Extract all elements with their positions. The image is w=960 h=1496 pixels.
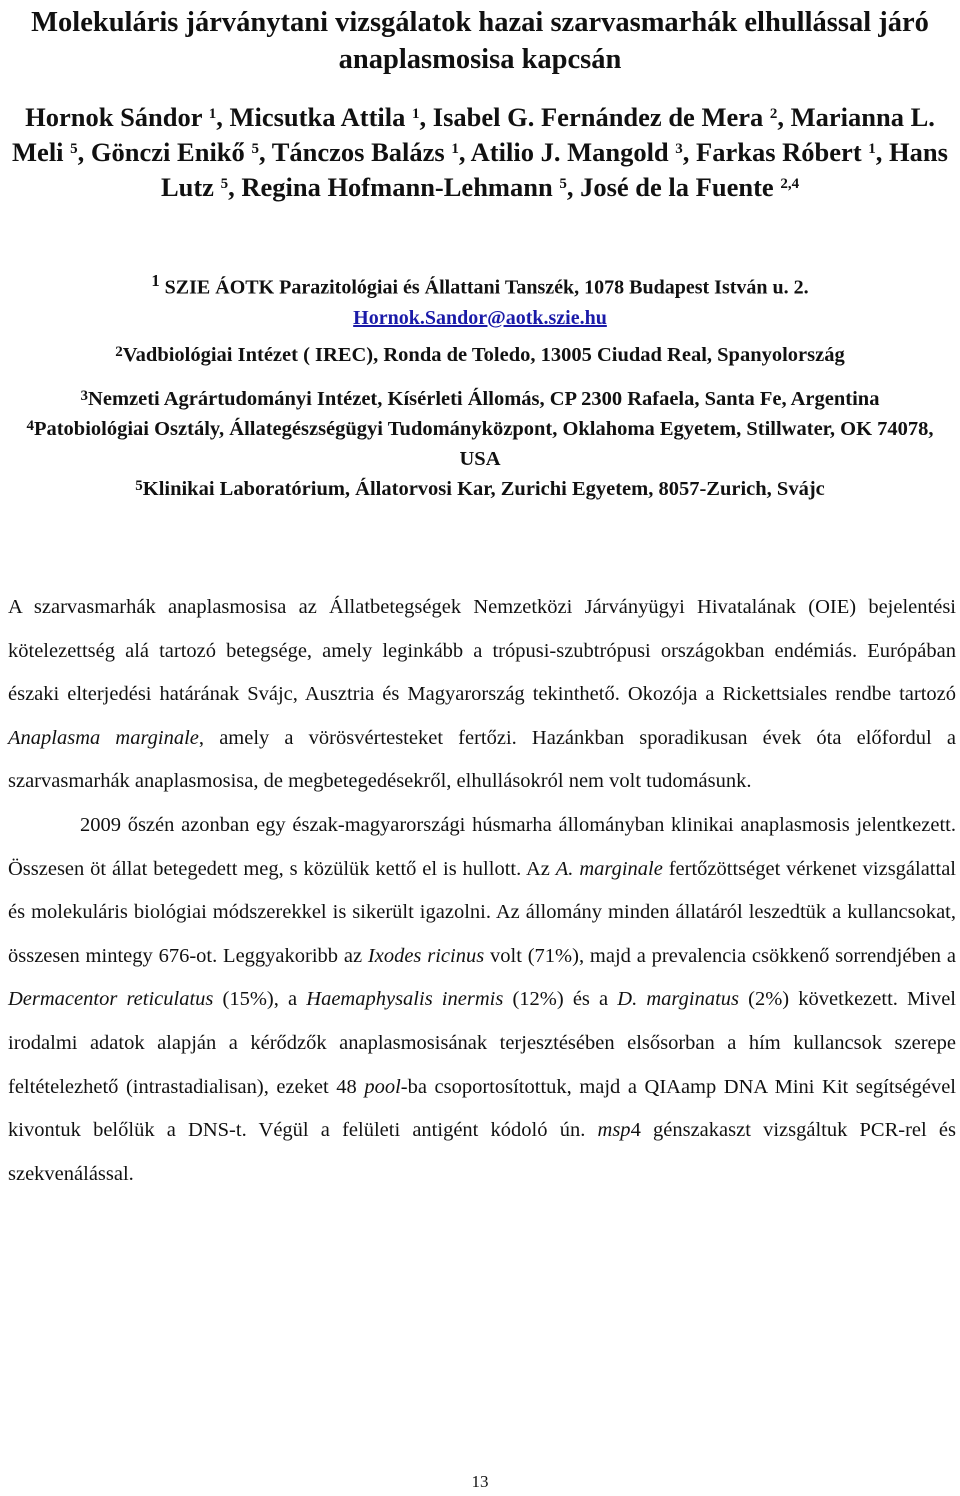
text-run: -ba csoportosítottuk, majd a QIAamp DNA Mini Kit segítségével kivontuk belőlük a DNS-t. Végül a felületi antigént kódoló ún. xyxy=(8,1075,956,1142)
affiliation-list xyxy=(10,340,950,504)
page-number: 13 xyxy=(471,1472,489,1491)
affiliation-3-text: Nemzeti Agrártudományi Intézet, Kísérleti Állomás, CP 2300 Rafaela, Santa Fe, Argentina xyxy=(88,388,880,410)
text-run: 2009 őszén azonban egy észak-magyarországi húsmarha állományban klinikai anaplasmosis jelentkezett. Összesen öt állat betegedett meg, s közülük kettő el is hullott. Az xyxy=(8,813,956,880)
italic-term: A. marginale xyxy=(555,857,663,880)
affiliation-1 xyxy=(0,266,960,333)
author-name: Isabel G. Fernández de Mera xyxy=(432,102,764,132)
author-affiliation-number: 3 xyxy=(675,141,683,157)
affiliation-3 xyxy=(10,384,950,414)
italic-term: Haemaphysalis inermis xyxy=(306,988,504,1011)
author-affiliation-number: 1 xyxy=(451,141,459,157)
author-list: Hornok Sándor $^1$, Micsutka Attila $^1$, Isabel G. Fernández de Mera $^2$, Marianna L. Meli $^5$, Gönczi Enikő $^5$, Tánczos Balázs $^1$, Atilio J. Mangold $^3$, Farkas Róbert $^1$, Hans Lutz $^5$, Regina Hofmann-Lehmann $^5$, José de la Fuente $^{2,4}$ xyxy=(12,102,948,202)
italic-term: D. marginatus xyxy=(617,988,740,1011)
author-name: Hornok Sándor xyxy=(25,102,203,132)
author-name: Gönczi Enikő xyxy=(90,137,245,167)
text-run: A szarvasmarhák anaplasmosisa az Állatbetegségek Nemzetközi Járványügyi Hivatalának (OIE) bejelentési kötelezettség alá tartozó betegsége, amely leginkább a trópusi-szubtrópusi országokban endémiás. Európában északi elterjedési határának Svájc, Ausztria és Magyarország tekinthető. Okozója a Rickettsiales rendbe tartozó xyxy=(8,596,956,706)
affiliation-2-number: 2 xyxy=(115,344,123,360)
affiliation-2-text: Vadbiológiai Intézet ( IREC), Ronda de Toledo, 13005 Ciudad Real, Spanyolország xyxy=(122,344,845,366)
author-name: Hans Lutz xyxy=(160,137,948,202)
italic-term: Dermacentor reticulatus xyxy=(8,988,214,1011)
author-name: José de la Fuente xyxy=(580,172,774,202)
text-run: 4 génszakaszt vizsgáltuk PCR-rel és szekvenálással. xyxy=(8,1119,956,1185)
author-email-link[interactable]: Hornok.Sandor@aotk.szie.hu xyxy=(353,306,607,329)
affiliation-4 xyxy=(10,414,950,474)
affiliation-5-number: 5 xyxy=(135,478,143,494)
affiliation-5-text: Klinikai Laboratórium, Állatorvosi Kar, Zurichi Egyetem, 8057-Zurich, Svájc xyxy=(142,478,825,500)
italic-term: Anaplasma marginale xyxy=(8,726,199,749)
affiliation-3-number: 3 xyxy=(80,388,89,404)
text-run: (15%), a xyxy=(213,988,307,1011)
author-affiliation-number: 5 xyxy=(251,141,259,157)
author-name: Micsutka Attila xyxy=(229,102,406,132)
paper-title: Molekuláris járványtani vizsgálatok hazai szarvasmarhák elhullással járó anaplasmosisa kapcsán xyxy=(31,7,929,75)
author-affiliation-number: 2 xyxy=(769,106,778,122)
author-name: Tánczos Balázs xyxy=(271,137,445,167)
text-run: volt (71%), majd a prevalencia csökkenő sorrendjében a xyxy=(484,944,956,967)
affiliation-1-number: 1 xyxy=(151,271,160,290)
affiliation-4-text: Patobiológiai Osztály, Állategészségügyi Tudományközpont, Oklahoma Egyetem, Stillwater, OK 74078, USA xyxy=(33,418,934,470)
author-affiliation-number: 2,4 xyxy=(780,176,800,192)
text-run: , amely a vörösvértesteket fertőzi. Hazánkban sporadikusan évek óta előfordul a szarvasmarhák anaplasmosisa, de megbetegedésekről, elhullásokról nem volt tudomásunk. xyxy=(8,726,957,793)
author-affiliation-number: 1 xyxy=(208,106,217,122)
affiliation-5 xyxy=(10,474,950,504)
italic-term: Ixodes ricinus xyxy=(367,944,485,967)
abstract-body xyxy=(8,586,956,1196)
author-name: Farkas Róbert xyxy=(696,137,862,167)
text-run: (2%) következett. Mivel irodalmi adatok alapján a kérődzők anaplasmosisának terjesztésében elsősorban a hím kullancsok szerepe feltételezhető (intrastadialisan), ezeket 48 xyxy=(8,988,956,1098)
author-name: Regina Hofmann-Lehmann xyxy=(241,172,553,202)
author-affiliation-number: 5 xyxy=(70,141,78,157)
author-affiliation-number: 1 xyxy=(868,141,876,157)
italic-term: msp xyxy=(597,1119,631,1142)
affiliation-2 xyxy=(10,340,950,370)
affiliation-4-number: 4 xyxy=(26,418,34,434)
body-paragraph-2 xyxy=(8,804,956,1196)
author-affiliation-number: 5 xyxy=(220,176,229,192)
author-affiliation-number: 1 xyxy=(412,106,420,122)
author-name: Atilio J. Mangold xyxy=(470,137,669,167)
italic-term: pool xyxy=(364,1075,401,1098)
body-paragraph-1 xyxy=(8,586,956,804)
author-affiliation-number: 5 xyxy=(559,176,567,192)
text-run: fertőzöttséget vérkenet vizsgálattal és molekuláris biológiai módszerekkel is sikerült igazolni. Az állomány minden állatáról leszedtük a kullancsokat, összesen mintegy 676-ot. Leggyakoribb az xyxy=(8,857,956,967)
text-run: (12%) és a xyxy=(503,988,618,1011)
affiliation-1-text: SZIE ÁOTK Parazitológiai és Állattani Tanszék, 1078 Budapest István u. 2. xyxy=(164,276,809,299)
author-name: Marianna L. Meli xyxy=(12,102,935,167)
